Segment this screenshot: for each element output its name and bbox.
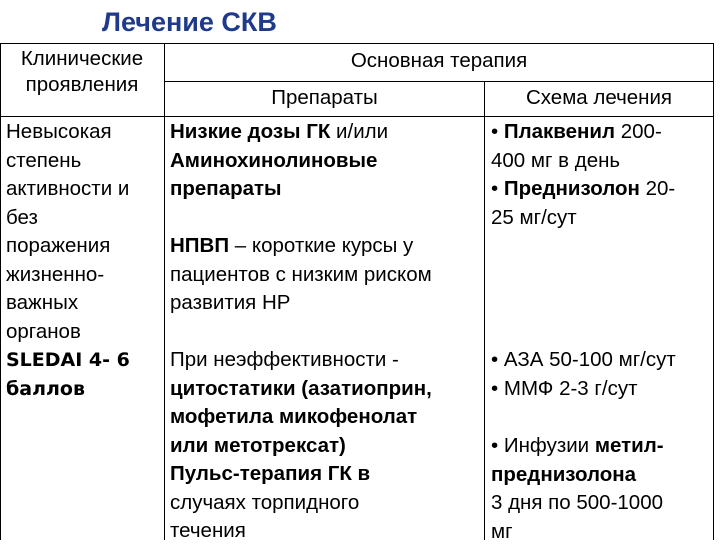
aza-dose: АЗА 50-100 мг/сут (504, 348, 676, 371)
clinical-line: степень (6, 147, 162, 176)
scheme-block-1 (491, 118, 711, 232)
sledai-unit: баллов (6, 375, 162, 404)
clinical-line: важных (6, 289, 162, 318)
prednisolone: Преднизолон (504, 177, 640, 200)
header-clinical (2, 46, 162, 98)
drugs-block-1 (170, 118, 482, 204)
header-scheme: Схема лечения (485, 84, 713, 112)
subheader-divider (164, 81, 714, 82)
scheme-line: • Инфузии метил- (491, 432, 711, 461)
clinical-line: Невысокая (6, 118, 162, 147)
methyl-prednisolone: метил- (595, 434, 664, 457)
drugs-text: или метотрексат) (170, 432, 482, 461)
scheme-block-2 (491, 346, 711, 403)
drugs-text: развития НР (170, 289, 482, 318)
drugs-text: При неэффективности - (170, 346, 482, 375)
table-left-border (0, 43, 1, 540)
sledai-score: SLEDAI 4- 6 (6, 346, 162, 375)
drugs-text: и/или (330, 120, 388, 143)
scheme-text: преднизолона (491, 461, 711, 490)
mmf-dose: ММФ 2-3 г/сут (504, 377, 638, 400)
drugs-block-2 (170, 232, 482, 318)
clinical-line: поражения (6, 232, 162, 261)
scheme-line: • Преднизолон 20- (491, 175, 711, 204)
header-clinical-line-1: Клинические (2, 46, 162, 72)
scheme-text: 400 мг в день (491, 147, 711, 176)
header-drugs: Препараты (165, 84, 484, 112)
header-bottom-border (0, 116, 714, 117)
drugs-line (170, 118, 482, 147)
drugs-text: пациентов с низким риском (170, 261, 482, 290)
pulse-therapy: Пульс-терапия ГК в (170, 460, 482, 489)
scheme-text: 20- (640, 177, 675, 200)
plaquenil: Плаквенил (504, 120, 615, 143)
table-right-border (713, 43, 714, 540)
scheme-text: 25 мг/сут (491, 204, 711, 233)
scheme-line: • Плаквенил 200- (491, 118, 711, 147)
col2-divider (484, 81, 485, 540)
scheme-text: 3 дня по 500-1000 (491, 489, 711, 518)
page-title: Лечение СКВ (102, 4, 402, 40)
scheme-text: 200- (615, 120, 662, 143)
cytostatics: цитостатики (азатиоприн, (170, 375, 482, 404)
clinical-line: жизненно- (6, 261, 162, 290)
drugs-text: мофетила микофенолат (170, 403, 482, 432)
drugs-block-3 (170, 346, 482, 546)
nsaid: НПВП (170, 234, 229, 257)
col1-divider (164, 43, 165, 540)
table-top-border (0, 43, 714, 44)
clinical-line: органов (6, 318, 162, 347)
clinical-line: активности и (6, 175, 162, 204)
drugs-text: – короткие курсы у (229, 234, 413, 257)
scheme-text: мг (491, 518, 711, 546)
drugs-line (170, 232, 482, 261)
drugs-text: препараты (170, 175, 482, 204)
scheme-block-3 (491, 432, 711, 546)
treatment-table (0, 43, 720, 540)
scheme-line: • ММФ 2-3 г/сут (491, 375, 711, 404)
clinical-manifestations (6, 118, 162, 403)
header-clinical-line-2: проявления (2, 72, 162, 98)
header-therapy: Основная терапия (165, 47, 713, 75)
scheme-line: • АЗА 50-100 мг/сут (491, 346, 711, 375)
scheme-text: Инфузии (504, 434, 595, 457)
drugs-text: случаях торпидного (170, 489, 482, 518)
low-dose-gc: Низкие дозы ГК (170, 120, 330, 143)
drugs-text: течения (170, 517, 482, 546)
aminoquinoline: Аминохинолиновые (170, 147, 482, 176)
clinical-line: без (6, 204, 162, 233)
